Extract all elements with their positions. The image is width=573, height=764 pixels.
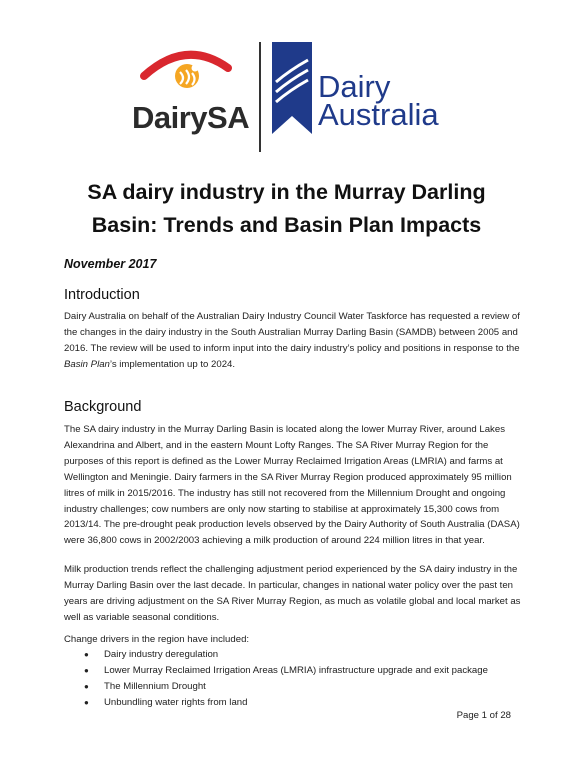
document-date: November 2017 bbox=[64, 257, 157, 271]
list-item: ● Unbundling water rights from land bbox=[84, 695, 488, 711]
list-item: ● Lower Murray Reclaimed Irrigation Areas (LMRIA) infrastructure upgrade and exit package bbox=[84, 663, 488, 679]
dairy-australia-line2: Australia bbox=[318, 97, 439, 132]
introduction-paragraph bbox=[64, 309, 524, 373]
document-title bbox=[40, 176, 533, 242]
dairy-australia-wordmark bbox=[318, 69, 439, 132]
list-item: ● The Millennium Drought bbox=[84, 679, 488, 695]
dairysa-wordmark: DairySA bbox=[132, 100, 250, 135]
list-item: ● Dairy industry deregulation bbox=[84, 647, 488, 663]
dairy-australia-ribbon-logo-icon bbox=[272, 42, 312, 134]
background-heading: Background bbox=[64, 399, 142, 415]
document-title-line1: SA dairy industry in the Murray Darling bbox=[87, 180, 486, 204]
basin-plan-emphasis: Basin Plan bbox=[64, 358, 110, 370]
page-number: Page 1 of 28 bbox=[456, 710, 511, 721]
introduction-text-b: ’s implementation up to 2024. bbox=[109, 358, 236, 370]
dairy-australia-line1: Dairy bbox=[318, 69, 391, 104]
document-title-line2: Basin: Trends and Basin Plan Impacts bbox=[91, 213, 482, 237]
introduction-heading: Introduction bbox=[64, 287, 140, 303]
background-paragraph-1: The SA dairy industry in the Murray Darling Basin is located along the lower Murray River, around Lakes Alexandrina and Albert, and in the eastern Mount Lofty Ranges. The SA River Murray Region for the purposes of this report is defined as the Lower Murray Reclaimed Irrigation Areas (LMRIA) and farms at Wellington and Meningie. Dairy farmers in the SA River Murray Region produced approximately 95 million litres of milk in 2015/2016. The industry has still not recovered from the Millennium Drought and ongoing industry challenges; cow numbers are only now starting to stabilise at approximately 15,300 cows from 2013/14. The pre-drought peak production levels observed by the Dairy Authority of South Australia (DASA) were 36,800 cows in 2002/2003 achieving a milk production of around 224 million litres in that year. bbox=[64, 424, 520, 547]
introduction-text-a: Dairy Australia on behalf of the Australian Dairy Industry Council Water Taskforce has requested a review of the changes in the dairy industry in the South Australian Murray Darling Basin (SAMDB) between 2005 and 2016. The review will be used to inform input into the dairy industry’s policy and positions in response to the bbox=[64, 311, 520, 354]
logo-banner bbox=[0, 36, 573, 154]
background-paragraph-2: Milk production trends reflect the challenging adjustment period experienced by the SA dairy industry in the Murray Darling Basin over the last decade. In particular, changes in national water policy over the past ten years are driving adjustment on the SA River Murray Region, as much as volatile global and local market as well as variable seasonal conditions. bbox=[64, 564, 521, 623]
change-drivers-intro: Change drivers in the region have included: bbox=[64, 634, 250, 645]
change-drivers-list bbox=[84, 647, 488, 711]
logo-divider bbox=[259, 42, 261, 152]
